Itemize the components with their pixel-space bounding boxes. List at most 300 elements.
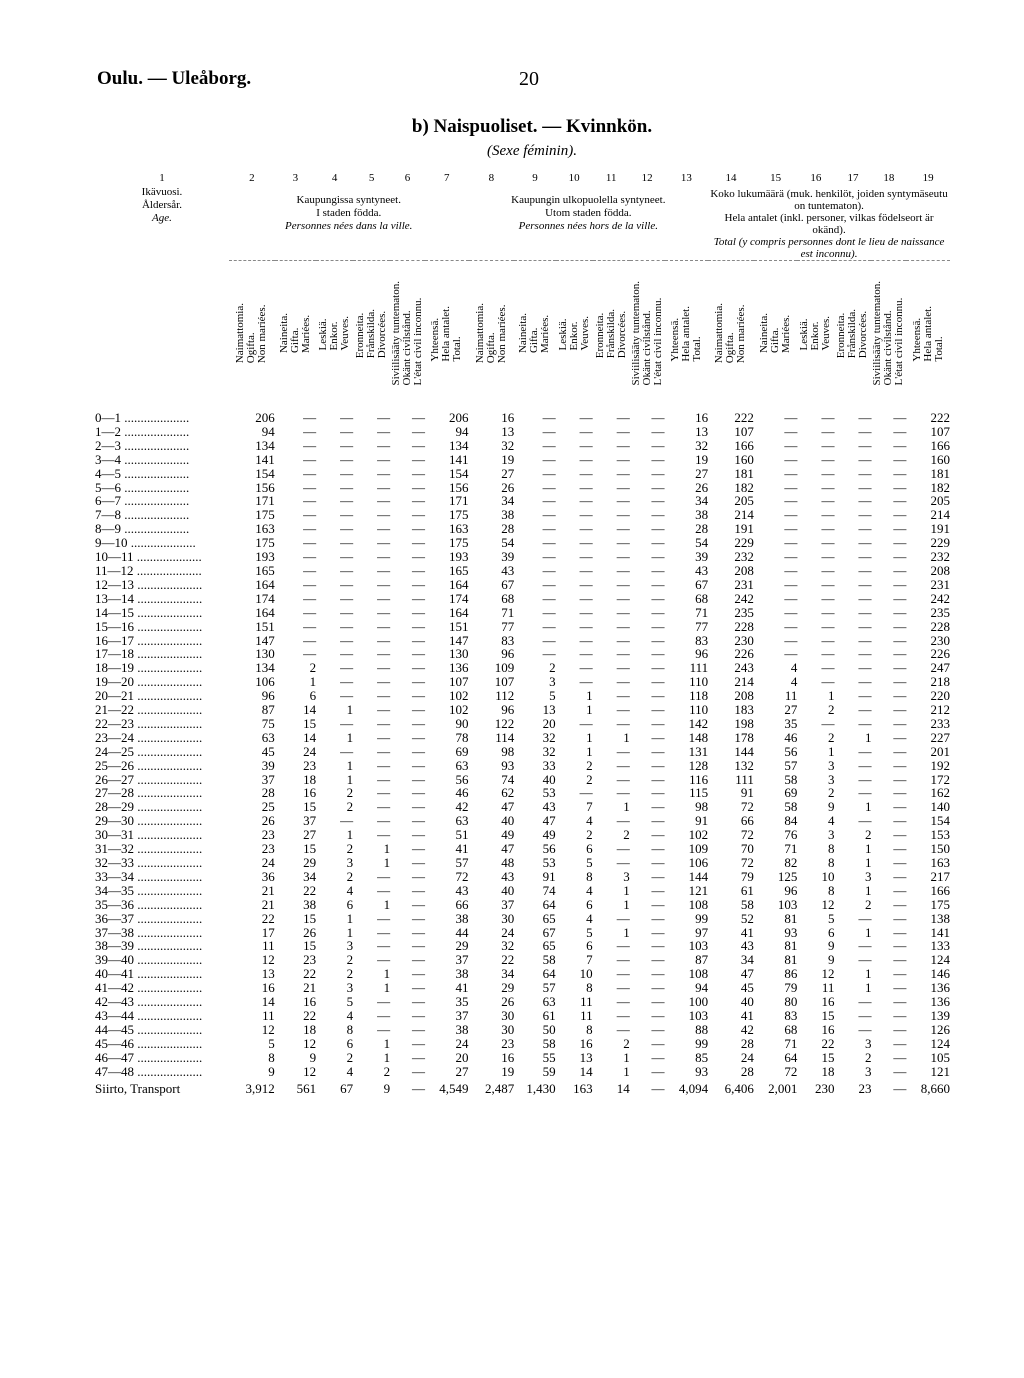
value-cell: — xyxy=(893,632,907,648)
value-cell: — xyxy=(377,590,391,606)
value-cell: — xyxy=(821,410,835,425)
table-row xyxy=(95,828,950,842)
age-cell: 18—19 .................... xyxy=(95,661,203,676)
value-cell: — xyxy=(821,562,835,578)
value-cell: — xyxy=(858,423,872,439)
value-cell: — xyxy=(542,423,556,439)
value-cell: 103 xyxy=(777,896,798,912)
value-cell: 11 xyxy=(580,1007,593,1023)
value-cell: — xyxy=(651,771,665,787)
age-cell: 3—4 .................... xyxy=(95,452,190,467)
total-cell: 163 xyxy=(573,1080,593,1096)
value-cell: 37 xyxy=(455,1007,469,1023)
value-cell: — xyxy=(893,437,907,453)
value-cell: 147 xyxy=(255,632,275,648)
value-cell: — xyxy=(542,535,556,551)
value-cell: — xyxy=(651,507,665,523)
value-cell: 45 xyxy=(740,980,754,996)
value-cell: — xyxy=(377,938,391,954)
sub-column-header xyxy=(754,261,798,412)
value-cell: — xyxy=(858,507,872,523)
value-cell: 58 xyxy=(740,896,754,912)
table-row xyxy=(95,1009,950,1023)
table-row xyxy=(95,522,950,536)
value-cell: 160 xyxy=(930,451,950,467)
value-cell: — xyxy=(411,423,425,439)
sub-column-header xyxy=(797,261,834,412)
value-cell: 13 xyxy=(579,1049,593,1065)
value-cell: 91 xyxy=(740,785,754,801)
value-cell: 2 xyxy=(827,702,835,718)
value-cell: 6 xyxy=(346,896,354,912)
value-cell: — xyxy=(858,660,872,676)
value-cell: — xyxy=(651,952,665,968)
value-cell: 5 xyxy=(586,924,593,940)
value-cell: — xyxy=(303,507,317,523)
value-cell: 1 xyxy=(383,896,391,912)
value-cell: 115 xyxy=(689,785,709,801)
value-cell: — xyxy=(411,451,425,467)
value-cell: 164 xyxy=(255,604,275,620)
value-cell: 4 xyxy=(586,882,593,898)
sub-column-header xyxy=(229,261,275,412)
value-cell: 8 xyxy=(586,980,593,996)
value-cell: 154 xyxy=(449,465,469,481)
value-cell: — xyxy=(651,535,665,551)
value-cell: — xyxy=(411,507,425,523)
age-cell: 39—40 .................... xyxy=(95,953,203,968)
transport-total-row xyxy=(95,1079,950,1099)
value-cell: 136 xyxy=(930,980,950,996)
value-cell: 22 xyxy=(821,1035,835,1051)
value-cell: 68 xyxy=(501,590,515,606)
value-cell: — xyxy=(784,618,798,634)
value-cell: 15 xyxy=(303,938,317,954)
value-cell: — xyxy=(858,521,872,537)
value-cell: — xyxy=(377,715,391,731)
value-cell: 27 xyxy=(501,465,515,481)
group-total-sv: Hela antalet (inkl. personer, vilkas födelseort är okänd). xyxy=(724,212,934,236)
value-cell: — xyxy=(303,535,317,551)
value-cell: — xyxy=(579,507,593,523)
value-cell: 2 xyxy=(346,966,354,982)
value-cell: — xyxy=(579,604,593,620)
value-cell: 3 xyxy=(827,771,835,787)
value-cell: 9 xyxy=(827,952,835,968)
value-cell: 26 xyxy=(501,479,515,495)
value-cell: 146 xyxy=(930,966,950,982)
column-number: 13 xyxy=(680,172,692,184)
value-cell: 1 xyxy=(864,980,872,996)
value-cell: 40 xyxy=(740,994,754,1010)
value-cell: 63 xyxy=(261,729,275,745)
value-cell: 4 xyxy=(790,660,798,676)
value-cell: 97 xyxy=(695,924,709,940)
value-cell: — xyxy=(411,521,425,537)
value-cell: 38 xyxy=(695,507,709,523)
value-cell: — xyxy=(579,660,593,676)
value-cell: — xyxy=(616,604,630,620)
table-row xyxy=(95,995,950,1009)
value-cell: — xyxy=(340,618,354,634)
value-cell: 74 xyxy=(542,882,556,898)
value-cell: — xyxy=(377,437,391,453)
value-cell: 193 xyxy=(449,549,469,565)
value-cell: — xyxy=(411,743,425,759)
value-cell: — xyxy=(821,451,835,467)
value-cell: 136 xyxy=(449,660,469,676)
value-cell: — xyxy=(893,980,907,996)
value-cell: — xyxy=(411,952,425,968)
value-cell: 139 xyxy=(930,1007,950,1023)
value-cell: — xyxy=(579,549,593,565)
value-cell: 242 xyxy=(930,590,950,606)
value-cell: 164 xyxy=(255,576,275,592)
value-cell: 222 xyxy=(930,410,950,425)
value-cell: 43 xyxy=(501,868,515,884)
age-cell: 45—46 .................... xyxy=(95,1036,203,1051)
value-cell: 22 xyxy=(261,910,275,926)
value-cell: 20 xyxy=(542,715,556,731)
value-cell: 181 xyxy=(734,465,754,481)
sub-column-header xyxy=(316,261,353,412)
age-cell: 22—23 .................... xyxy=(95,716,203,731)
value-cell: 8 xyxy=(827,882,835,898)
value-cell: 1 xyxy=(864,841,872,857)
running-header: Oulu. — Uleåborg. xyxy=(97,68,252,89)
total-cell: 3,912 xyxy=(245,1080,275,1096)
value-cell: 49 xyxy=(542,827,556,843)
value-cell: 2 xyxy=(623,827,630,843)
value-cell: 6 xyxy=(827,924,835,940)
value-cell: 27 xyxy=(303,827,317,843)
value-cell: 151 xyxy=(255,618,275,634)
value-cell: — xyxy=(377,576,391,592)
value-cell: — xyxy=(377,618,391,634)
value-cell: 41 xyxy=(455,980,469,996)
value-cell: 30 xyxy=(501,1021,515,1037)
age-cell: 36—37 .................... xyxy=(95,911,203,926)
value-cell: — xyxy=(893,715,907,731)
table-row xyxy=(95,842,950,856)
value-cell: 57 xyxy=(784,757,798,773)
value-cell: 38 xyxy=(455,966,469,982)
value-cell: 39 xyxy=(501,549,515,565)
value-cell: 1 xyxy=(864,882,872,898)
value-cell: — xyxy=(303,562,317,578)
value-cell: — xyxy=(893,590,907,606)
value-cell: 106 xyxy=(255,674,275,690)
value-cell: 6 xyxy=(586,841,593,857)
value-cell: 49 xyxy=(501,827,515,843)
table-row xyxy=(95,981,950,995)
value-cell: — xyxy=(893,410,907,425)
value-cell: 175 xyxy=(449,507,469,523)
value-cell: 6 xyxy=(586,938,593,954)
value-cell: — xyxy=(651,785,665,801)
value-cell: 69 xyxy=(784,785,798,801)
value-cell: — xyxy=(821,437,835,453)
value-cell: — xyxy=(858,771,872,787)
age-cell: 34—35 .................... xyxy=(95,883,203,898)
age-cell: 16—17 .................... xyxy=(95,633,203,648)
table-row xyxy=(95,453,950,467)
value-cell: 5 xyxy=(827,910,835,926)
value-cell: 96 xyxy=(784,882,798,898)
value-cell: 14 xyxy=(303,729,317,745)
value-cell: 81 xyxy=(784,910,798,926)
value-cell: — xyxy=(377,827,391,843)
age-cell: 21—22 .................... xyxy=(95,703,203,717)
value-cell: — xyxy=(651,896,665,912)
value-cell: — xyxy=(542,562,556,578)
table-body xyxy=(95,411,950,1099)
table-row xyxy=(95,814,950,828)
value-cell: — xyxy=(411,980,425,996)
value-cell: — xyxy=(542,493,556,509)
value-cell: 38 xyxy=(501,507,515,523)
value-cell: 4 xyxy=(346,882,354,898)
value-cell: 160 xyxy=(734,451,754,467)
value-cell: 1 xyxy=(346,729,354,745)
value-cell: — xyxy=(651,910,665,926)
value-cell: 111 xyxy=(735,771,754,787)
value-cell: — xyxy=(616,410,630,425)
value-cell: — xyxy=(858,715,872,731)
value-cell: — xyxy=(616,688,630,704)
value-cell: 61 xyxy=(740,882,754,898)
value-cell: 16 xyxy=(303,785,317,801)
value-cell: 100 xyxy=(688,994,709,1010)
sub-column-label: Eronneita. Frånskilda. Divorcées. xyxy=(593,308,628,359)
value-cell: — xyxy=(893,757,907,773)
value-cell: — xyxy=(893,688,907,704)
value-cell: — xyxy=(542,437,556,453)
value-cell: 162 xyxy=(930,785,950,801)
value-cell: — xyxy=(893,841,907,857)
sub-column-label: Yhteensä. Hela antalet. Total. xyxy=(429,305,464,362)
value-cell: 8 xyxy=(827,841,835,857)
value-cell: 96 xyxy=(261,688,275,704)
value-cell: 29 xyxy=(303,855,317,870)
page-number: 20 xyxy=(519,68,539,90)
value-cell: — xyxy=(784,451,798,467)
value-cell: 122 xyxy=(494,715,515,731)
value-cell: 134 xyxy=(255,660,275,676)
group-born-outside-fi: Kaupungin ulkopuolella syntyneet. xyxy=(511,194,666,206)
value-cell: — xyxy=(579,410,593,425)
age-cell: 44—45 .................... xyxy=(95,1022,203,1037)
value-cell: 214 xyxy=(734,507,754,523)
value-cell: 85 xyxy=(695,1049,709,1065)
value-cell: 51 xyxy=(455,827,469,843)
total-cell: 561 xyxy=(296,1080,317,1096)
value-cell: 88 xyxy=(695,1021,709,1037)
value-cell: 174 xyxy=(255,590,275,606)
value-cell: 32 xyxy=(542,729,556,745)
value-cell: 1 xyxy=(623,896,630,912)
value-cell: — xyxy=(821,465,835,481)
value-cell: 121 xyxy=(688,882,709,898)
value-cell: 65 xyxy=(542,938,556,954)
value-cell: — xyxy=(377,994,391,1010)
value-cell: — xyxy=(651,632,665,648)
table-title: b) Naispuoliset. — Kvinnkön. xyxy=(411,116,653,137)
table-row xyxy=(95,898,950,912)
value-cell: — xyxy=(377,952,391,968)
value-cell: 1 xyxy=(309,674,317,690)
value-cell: 32 xyxy=(501,938,515,954)
value-cell: 20 xyxy=(455,1049,469,1065)
value-cell: — xyxy=(616,507,630,523)
value-cell: 208 xyxy=(930,562,950,578)
value-cell: 3 xyxy=(864,1063,872,1079)
value-cell: 54 xyxy=(695,535,709,551)
value-cell: 5 xyxy=(268,1035,275,1051)
value-cell: 191 xyxy=(734,521,754,537)
value-cell: — xyxy=(377,410,391,425)
value-cell: 42 xyxy=(740,1021,754,1037)
value-cell: — xyxy=(821,715,835,731)
value-cell: — xyxy=(616,632,630,648)
value-cell: 226 xyxy=(930,646,950,662)
value-cell: — xyxy=(377,882,391,898)
value-cell: — xyxy=(377,924,391,940)
value-cell: 93 xyxy=(501,757,515,773)
value-cell: 63 xyxy=(455,813,469,829)
value-cell: 16 xyxy=(695,410,709,425)
value-cell: 102 xyxy=(688,827,709,843)
value-cell: 46 xyxy=(455,785,469,801)
value-cell: — xyxy=(411,729,425,745)
value-cell: 16 xyxy=(821,994,835,1010)
value-cell: — xyxy=(616,1007,630,1023)
value-cell: — xyxy=(377,799,391,815)
value-cell: 2 xyxy=(346,799,354,815)
value-cell: 1 xyxy=(346,827,354,843)
value-cell: — xyxy=(858,562,872,578)
value-cell: 16 xyxy=(303,994,317,1010)
value-cell: 1 xyxy=(346,910,354,926)
value-cell: 124 xyxy=(930,1035,950,1051)
total-cell: 14 xyxy=(616,1080,630,1096)
value-cell: — xyxy=(542,646,556,662)
value-cell: — xyxy=(579,479,593,495)
group-born-in-town-fr: Personnes nées dans la ville. xyxy=(285,220,413,232)
value-cell: 133 xyxy=(930,938,950,954)
value-cell: 13 xyxy=(695,423,709,439)
value-cell: 67 xyxy=(542,924,556,940)
value-cell: 132 xyxy=(734,757,754,773)
value-cell: — xyxy=(377,632,391,648)
value-cell: 4 xyxy=(790,674,798,690)
value-cell: 1 xyxy=(586,702,593,718)
value-cell: — xyxy=(651,715,665,731)
table-row xyxy=(95,745,950,759)
value-cell: 22 xyxy=(303,1007,317,1023)
value-cell: 147 xyxy=(449,632,469,648)
sub-column-header xyxy=(556,261,593,412)
value-cell: — xyxy=(411,674,425,690)
value-cell: — xyxy=(616,952,630,968)
column-number: 10 xyxy=(568,172,580,184)
value-cell: — xyxy=(651,618,665,634)
table-row xyxy=(95,550,950,564)
value-cell: — xyxy=(340,646,354,662)
value-cell: — xyxy=(411,924,425,940)
value-cell: 1 xyxy=(586,743,593,759)
sub-column-label: Naineita. Gifta. Mariées. xyxy=(517,313,552,354)
value-cell: 192 xyxy=(930,757,950,773)
sub-column-header xyxy=(906,261,950,412)
value-cell: 13 xyxy=(542,702,556,718)
value-cell: 43 xyxy=(455,882,469,898)
total-cell: — xyxy=(893,1080,907,1096)
value-cell: 16 xyxy=(501,410,515,425)
value-cell: 21 xyxy=(303,980,317,996)
value-cell: — xyxy=(340,813,354,829)
value-cell: 24 xyxy=(501,924,515,940)
value-cell: 148 xyxy=(688,729,709,745)
value-cell: — xyxy=(651,1021,665,1037)
value-cell: 1 xyxy=(586,729,593,745)
value-cell: — xyxy=(542,590,556,606)
total-cell: 230 xyxy=(814,1080,835,1096)
value-cell: 23 xyxy=(261,841,275,857)
age-header-fr: Age. xyxy=(152,212,172,224)
value-cell: — xyxy=(542,576,556,592)
value-cell: — xyxy=(340,604,354,620)
value-cell: — xyxy=(303,423,317,439)
value-cell: — xyxy=(821,535,835,551)
value-cell: — xyxy=(542,618,556,634)
value-cell: — xyxy=(411,799,425,815)
value-cell: 166 xyxy=(930,882,950,898)
value-cell: — xyxy=(821,632,835,648)
table-row xyxy=(95,731,950,745)
value-cell: — xyxy=(340,632,354,648)
value-cell: 205 xyxy=(930,493,950,509)
value-cell: 150 xyxy=(930,841,950,857)
value-cell: 93 xyxy=(784,924,798,940)
total-cell: 8,660 xyxy=(920,1080,950,1096)
value-cell: 134 xyxy=(449,437,469,453)
value-cell: — xyxy=(651,549,665,565)
value-cell: 11 xyxy=(262,1007,275,1023)
value-cell: — xyxy=(579,437,593,453)
value-cell: — xyxy=(651,980,665,996)
value-cell: 103 xyxy=(688,1007,709,1023)
value-cell: 1 xyxy=(383,980,391,996)
value-cell: — xyxy=(411,1021,425,1037)
value-cell: 45 xyxy=(261,743,275,759)
value-cell: — xyxy=(893,521,907,537)
value-cell: 53 xyxy=(542,855,556,870)
value-cell: 5 xyxy=(549,688,556,704)
table-row xyxy=(95,661,950,675)
value-cell: — xyxy=(858,757,872,773)
value-cell: 109 xyxy=(494,660,515,676)
value-cell: — xyxy=(377,757,391,773)
value-cell: 1 xyxy=(864,966,872,982)
value-cell: 2 xyxy=(549,660,556,676)
column-number: 11 xyxy=(605,172,617,184)
value-cell: 181 xyxy=(930,465,950,481)
value-cell: — xyxy=(616,785,630,801)
value-cell: 136 xyxy=(930,994,950,1010)
value-cell: — xyxy=(784,576,798,592)
value-cell: 153 xyxy=(930,827,950,843)
